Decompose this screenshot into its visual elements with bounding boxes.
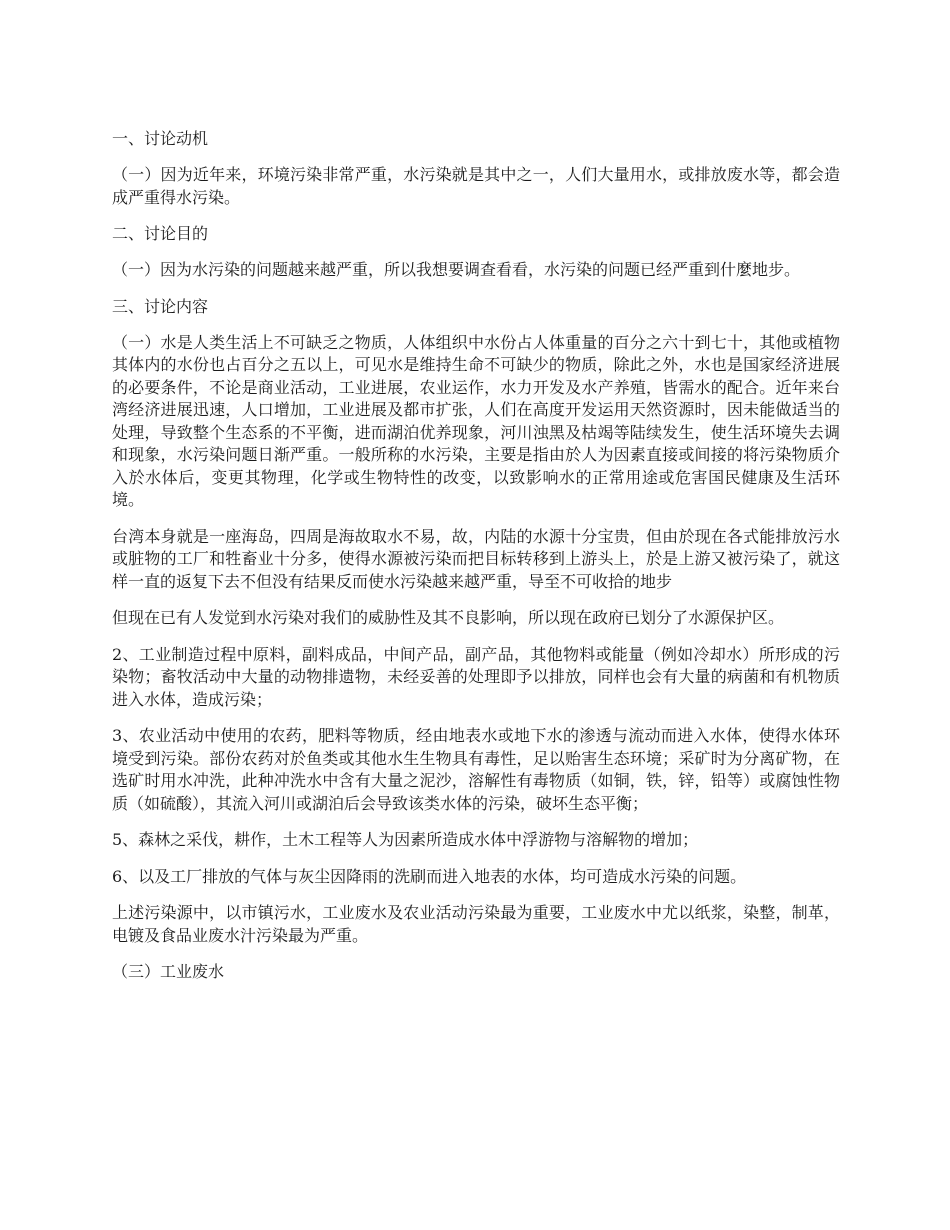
paragraph-taiwan-water: 台湾本身就是一座海岛，四周是海故取水不易，故，内陆的水源十分宝贵，但由於现在各式能排放污水或脏物的工厂和牲畜业十分多，使得水源被污染而把目标转移到上游头上，於是上游又被污染了，就这样一直的返复下去不但没有结果反而使水污染越来越严重，导至不可收拾的地步 bbox=[112, 526, 840, 591]
document-body bbox=[112, 128, 840, 997]
section-heading-motivation: 一、讨论动机 bbox=[112, 129, 209, 148]
paragraph-summary: 上述污染源中，以市镇污水，工业废水及农业活动污染最为重要，工业废水中尤以纸浆，染整，制革，电镀及食品业废水汁污染最为严重。 bbox=[112, 903, 840, 945]
paragraph-forestry: 5、森林之采伐，耕作，土木工程等人为因素所造成水体中浮游物与溶解物的增加； bbox=[112, 830, 699, 849]
paragraph-purpose: （一）因为水污染的问题越来越严重，所以我想要调查看看，水污染的问题已经严重到什麼地步。 bbox=[112, 260, 801, 279]
section-heading-purpose: 二、讨论目的 bbox=[112, 224, 209, 243]
paragraph-agricultural-pollution: 3、农业活动中使用的农药，肥料等物质，经由地表水或地下水的渗透与流动而进入水体，使得水体环境受到污染。部份农药对於鱼类或其他水生生物具有毒性，足以贻害生态环境；采矿时为分离矿物，在选矿时用水冲洗，此种冲洗水中含有大量之泥沙，溶解性有毒物质（如铜，铁，锌，铅等）或腐蚀性物质（如硫酸），其流入河川或湖泊后会导致该类水体的污染，破坏生态平衡； bbox=[112, 726, 840, 813]
paragraph-protection-zone: 但现在已有人发觉到水污染对我们的威胁性及其不良影响，所以现在政府已划分了水源保护区。 bbox=[112, 608, 785, 627]
paragraph-water-importance: （一）水是人类生活上不可缺乏之物质，人体组织中水份占人体重量的百分之六十到七十，其他或植物其体内的水份也占百分之五以上，可见水是维持生命不可缺少的物质，除此之外，水也是国家经济进展的必要条件，不论是商业活动，工业进展，农业运作，水力开发及水产养殖，皆需水的配合。近年来台湾经济进展迅速，人口增加，工业进展及都市扩张，人们在高度开发运用天然资源时，因未能做适当的处理，导致整个生态系的不平衡，进而湖泊优养现象，河川浊黑及枯竭等陆续发生，使生活环境失去调和现象，水污染问题日渐严重。一般所称的水污染，主要是指由於人为因素直接或间接的将污染物质介入於水体后，变更其物理，化学或生物特性的改变，以致影响水的正常用途或危害国民健康及生活环境。 bbox=[112, 332, 840, 509]
section-heading-industrial-wastewater: （三）工业废水 bbox=[112, 962, 225, 981]
paragraph-industrial-pollution: 2、工业制造过程中原料，副料成品，中间产品，副产品，其他物料或能量（例如冷却水）所形成的污染物；畜牧活动中大量的动物排遗物，未经妥善的处理即予以排放，同样也会有大量的病菌和有机物质进入水体，造成污染； bbox=[112, 644, 840, 709]
section-heading-content: 三、讨论内容 bbox=[112, 296, 209, 316]
paragraph-motivation: （一）因为近年来，环境污染非常严重，水污染就是其中之一，人们大量用水，或排放废水等，都会造成严重得水污染。 bbox=[112, 165, 840, 207]
paragraph-factory-emissions: 6、以及工厂排放的气体与灰尘因降雨的洗刷而进入地表的水体，均可造成水污染的问题。 bbox=[112, 866, 747, 886]
